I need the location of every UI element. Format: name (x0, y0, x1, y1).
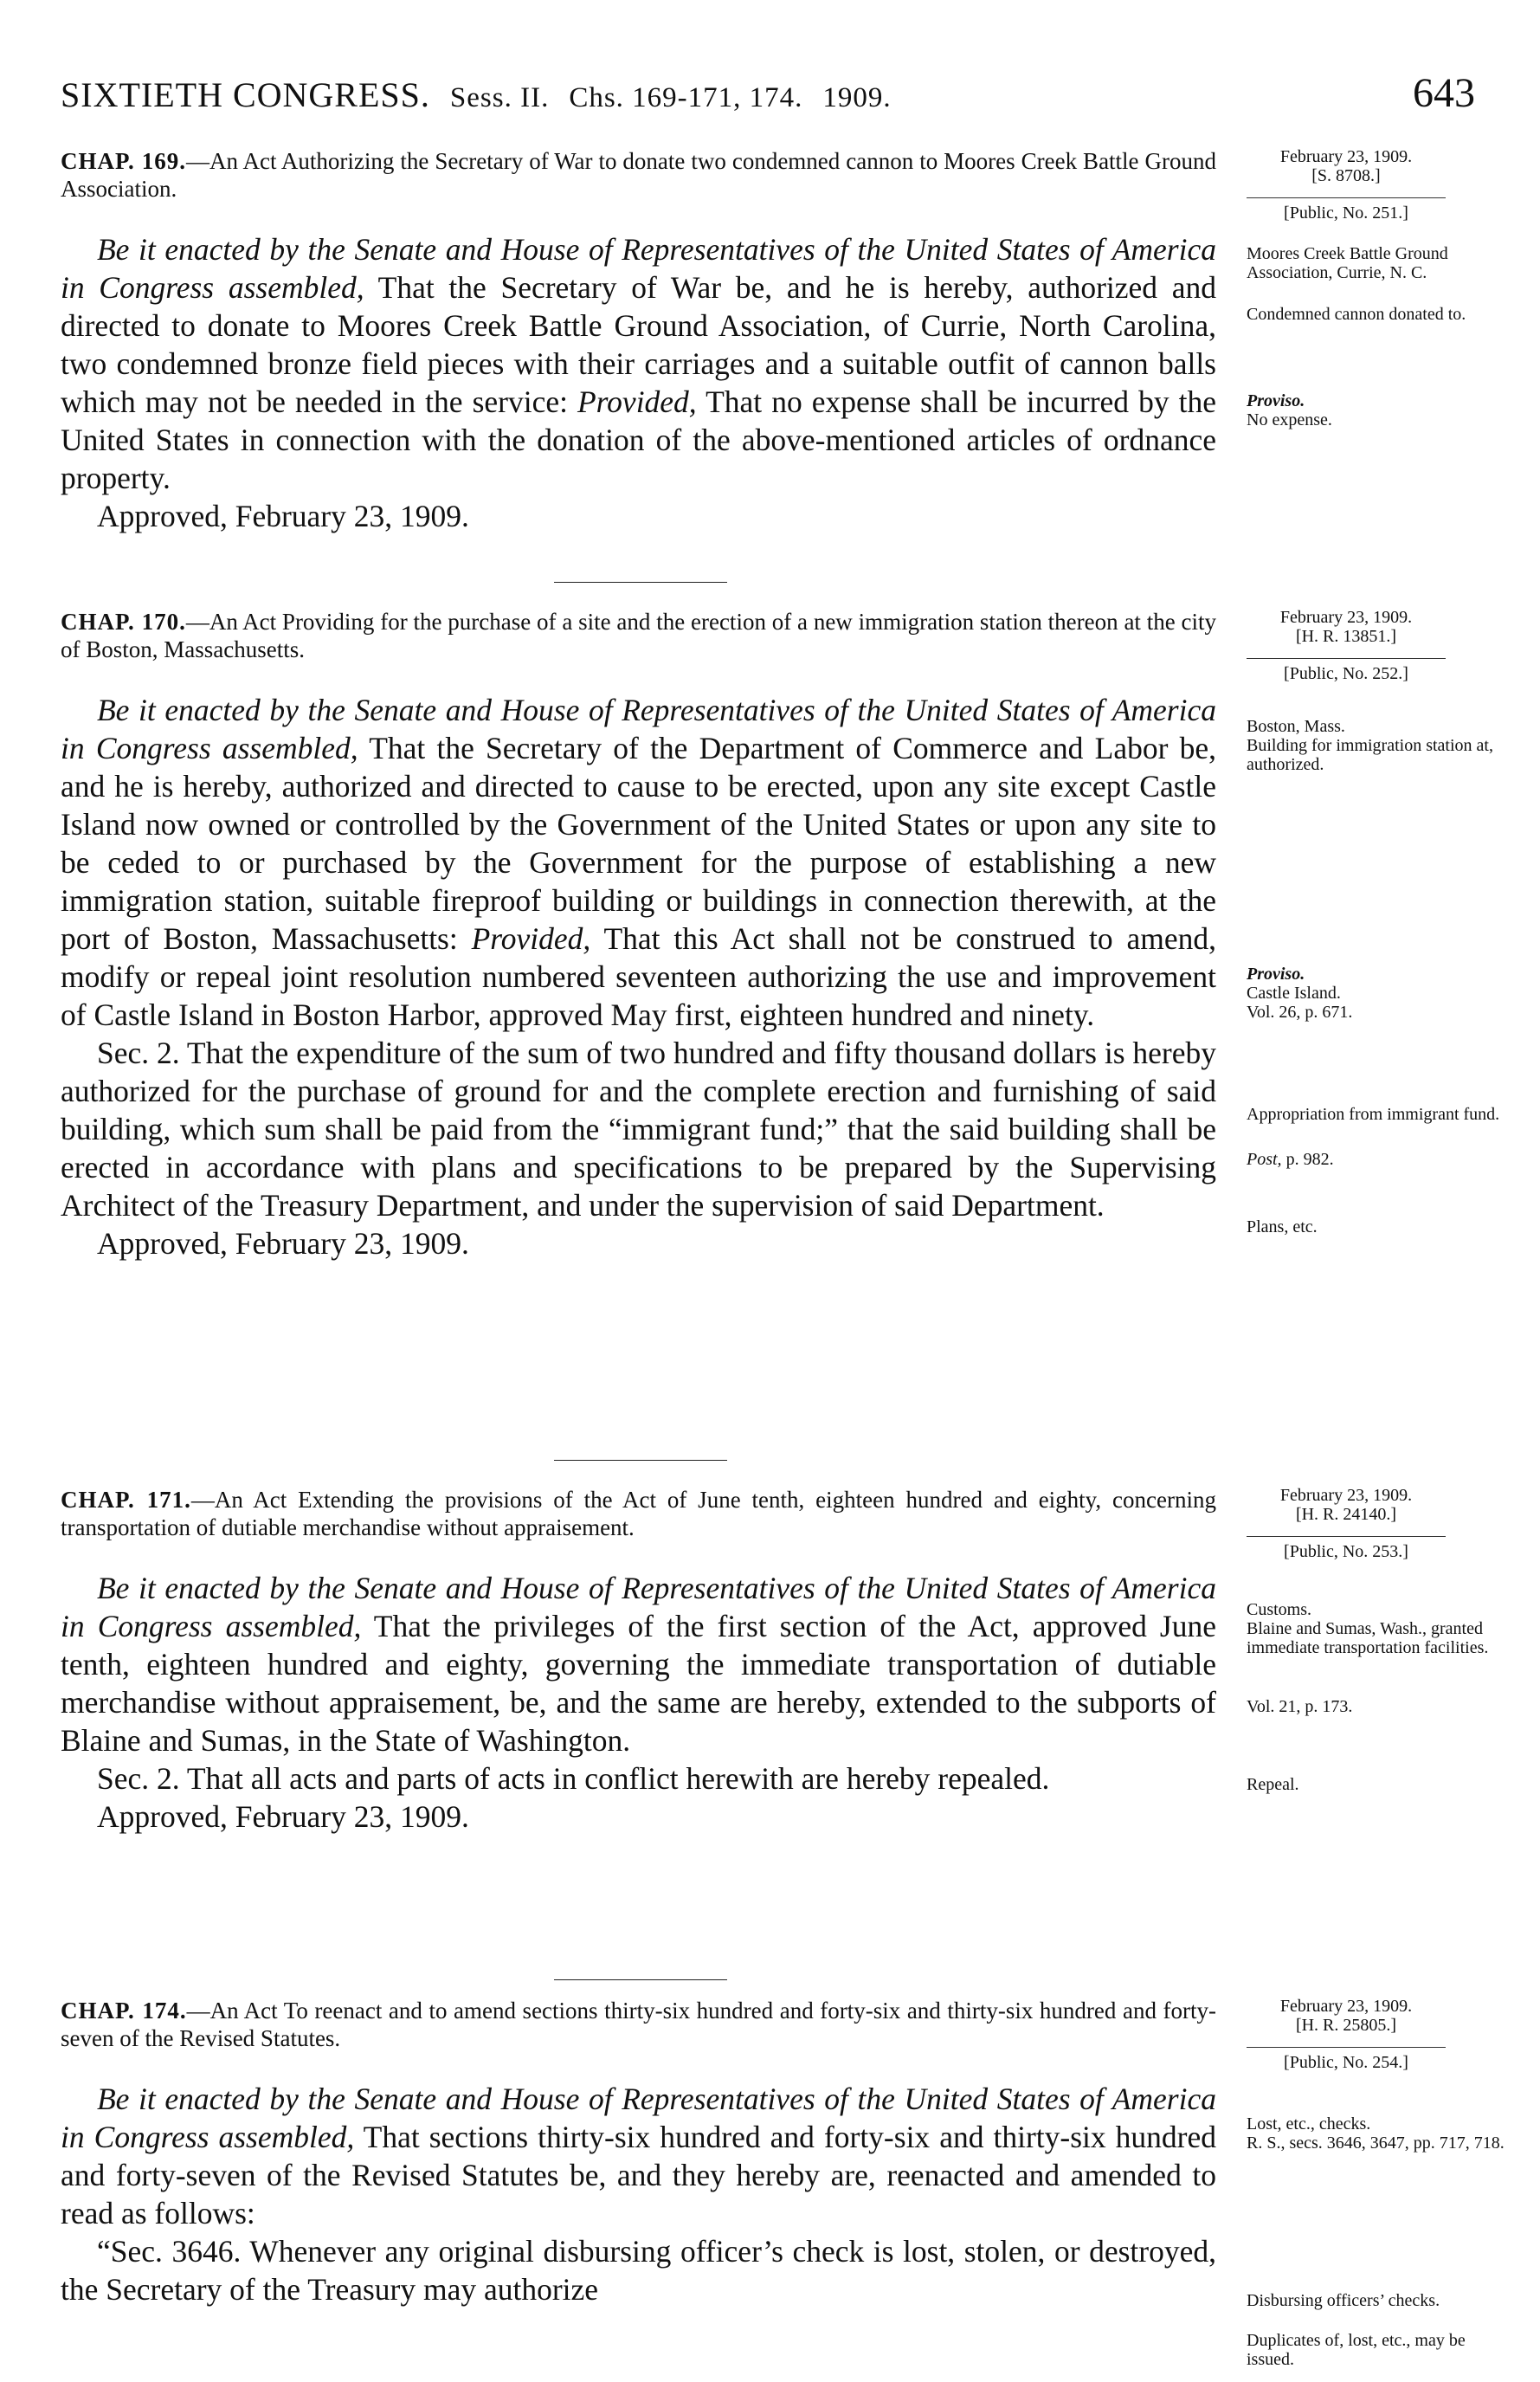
chapter-169-margin (1247, 147, 1506, 429)
chapter-169-text-2: That no expense shall be incurred by the United States in connection with the donation of the above-mentioned articles of ordnance property. (61, 384, 1216, 495)
chapter-170-body (61, 691, 1216, 1034)
side-bill: [H. R. 13851.] (1295, 627, 1397, 646)
section-divider (554, 582, 727, 583)
side-note: Building for immigration station at, authorized. (1247, 736, 1493, 774)
chapter-171-section-2: Sec. 2. That all acts and parts of acts in conflict herewith are hereby repealed. (97, 1761, 1050, 1796)
session-label: Sess. II. (449, 82, 550, 113)
chapter-169-title: —An Act Authorizing the Secretary of War to donate two condemned cannon to Moores Creek Battle Ground Association. (61, 148, 1216, 202)
enacting-clause: Be it enacted by the Senate and House of Representatives of the United States of America in Congress assembled, (61, 693, 1216, 765)
chapter-174-main (61, 1997, 1216, 2308)
page-number: 643 (1413, 70, 1475, 116)
side-public: [Public, No. 253.] (1247, 1536, 1446, 1561)
chapter-169-body (61, 230, 1216, 497)
side-note: Vol. 21, p. 173. (1247, 1697, 1353, 1716)
side-bill: [H. R. 24140.] (1295, 1505, 1397, 1524)
section-divider (554, 1460, 727, 1461)
side-note: Lost, etc., checks. (1247, 2114, 1371, 2133)
year-label: 1909. (822, 82, 892, 113)
chapter-170-number: CHAP. 170. (61, 609, 186, 635)
chapter-174-text-1: That sections thirty-six hundred and forty-six and thirty-six hundred and forty-seven of the Revised Statutes be, and they hereby are, reenacted and amended to read as follows: (61, 2120, 1216, 2230)
proviso-label: Proviso. (1247, 965, 1305, 984)
page-header (61, 69, 1480, 130)
chapter-170-text-2: That this Act shall not be construed to amend, modify or repeal joint resolution numbered seventeen authorizing the use and improvement of Castle Island in Boston Harbor, approved May first, eighteen hundred and ninety. (61, 921, 1216, 1032)
side-proviso (1247, 391, 1506, 410)
side-note: Plans, etc. (1247, 1217, 1318, 1236)
side-note: No expense. (1247, 410, 1332, 429)
chapters-label: Chs. 169-171, 174. (569, 82, 803, 113)
side-note: Vol. 26, p. 671. (1247, 1003, 1353, 1022)
side-public: [Public, No. 251.] (1247, 197, 1446, 223)
chapter-171-text-1: That the privileges of the first section of the Act, approved June tenth, eighteen hundred and eighty, governing the immediate transportation of dutiable merchandise without appraisement, be, and the same are hereby, extended to the subports of Blaine and Sumas, in the State of Washington. (61, 1609, 1216, 1758)
chapter-169-approved: Approved, February 23, 1909. (97, 499, 469, 533)
chapter-170-title: —An Act Providing for the purchase of a site and the erection of a new immigration station thereon at the city of Boston, Massachusetts. (61, 609, 1217, 662)
chapter-170-caption (61, 608, 1216, 663)
chapter-169-main (61, 147, 1216, 535)
chapter-170-text-1: That the Secretary of the Department of Commerce and Labor be, and he is hereby, authorized and directed to cause to be erected, upon any site except Castle Island now owned or controlled by the Government of the United States or upon any site to be ceded to or purchased by the Government for the purpose of establishing a new immigration station, suitable fireproof building or buildings in connection therewith, at the port of Boston, Massachusetts: (61, 731, 1216, 956)
chapter-171-body (61, 1569, 1216, 1759)
enacting-clause: Be it enacted by the Senate and House of Representatives of the United States of America in Congress assembled, (61, 1571, 1216, 1643)
running-title (61, 74, 892, 115)
chapter-174-margin (1247, 1997, 1506, 2369)
chapter-169-number: CHAP. 169. (61, 148, 186, 174)
side-note: Appropriation from immigrant fund. (1247, 1105, 1500, 1124)
chapter-174-body (61, 2080, 1216, 2232)
side-note: Blaine and Sumas, Wash., granted immediate transportation facilities. (1247, 1619, 1489, 1657)
side-note: Customs. (1247, 1600, 1312, 1619)
proviso-label: Proviso. (1247, 391, 1305, 410)
provided-word: Provided, (471, 921, 591, 956)
chapter-174-section-3646: “Sec. 3646. Whenever any original disbursing officer’s check is lost, stolen, or destroyed, the Secretary of the Treasury may authorize (61, 2234, 1216, 2307)
enacting-clause: Be it enacted by the Senate and House of Representatives of the United States of America in Congress assembled, (61, 2082, 1216, 2154)
chapter-174-caption (61, 1997, 1216, 2052)
provided-word: Provided, (577, 384, 697, 419)
post-page: p. 982. (1281, 1150, 1334, 1169)
chapter-170-approved: Approved, February 23, 1909. (97, 1226, 469, 1261)
side-date: February 23, 1909. (1279, 608, 1413, 627)
side-note: Disbursing officers’ checks. (1247, 2291, 1440, 2310)
side-note: Condemned cannon donated to. (1247, 305, 1466, 324)
side-public: [Public, No. 252.] (1247, 658, 1446, 683)
side-bill: [S. 8708.] (1311, 166, 1381, 185)
side-post (1247, 1150, 1506, 1169)
side-bill: [H. R. 25805.] (1295, 2016, 1397, 2035)
side-note: Castle Island. (1247, 984, 1341, 1003)
side-note: R. S., secs. 3646, 3647, pp. 717, 718. (1247, 2133, 1505, 2153)
side-public: [Public, No. 254.] (1247, 2047, 1446, 2072)
chapter-171-title: —An Act Extending the provisions of the Act of June tenth, eighteen hundred and eighty, concerning transportation of dutiable merchandise without appraisement. (61, 1487, 1216, 1540)
chapter-174-title: —An Act To reenact and to amend sections thirty-six hundred and forty-six and thirty-six hundred and forty-seven of the Revised Statutes. (61, 1998, 1216, 2051)
side-note: Repeal. (1247, 1775, 1299, 1794)
chapter-171-main (61, 1486, 1216, 1836)
chapter-169-caption (61, 147, 1216, 203)
side-note: Moores Creek Battle Ground Association, Currie, N. C. (1247, 244, 1448, 282)
enacting-clause: Be it enacted by the Senate and House of Representatives of the United States of America in Congress assembled, (61, 232, 1216, 305)
section-divider (554, 1979, 727, 1980)
side-date: February 23, 1909. (1279, 1486, 1413, 1505)
chapter-170-section-2: Sec. 2. That the expenditure of the sum of two hundred and fifty thousand dollars is hereby authorized for the purchase of ground for and the complete erection and furnishing of said building, which sum shall be paid from the “immigrant fund;” that the said building shall be erected in accordance with plans and specifications to be prepared by the Supervising Architect of the Treasury Department, and under the supervision of said Department. (61, 1036, 1216, 1223)
chapter-174-number: CHAP. 174. (61, 1998, 187, 2024)
congress-label: SIXTIETH CONGRESS. (61, 75, 430, 114)
chapter-171-approved: Approved, February 23, 1909. (97, 1799, 469, 1834)
chapter-169-text-1: That the Secretary of War be, and he is hereby, authorized and directed to donate to Moores Creek Battle Ground Association, of Currie, North Carolina, two condemned bronze field pieces with their carriages and a suitable outfit of cannon balls which may not be needed in the service: (61, 270, 1216, 419)
post-word: Post, (1247, 1150, 1282, 1169)
side-note: Boston, Mass. (1247, 717, 1345, 736)
side-date: February 23, 1909. (1279, 1997, 1413, 2016)
chapter-171-number: CHAP. 171. (61, 1487, 191, 1513)
chapter-170-margin (1247, 608, 1506, 1236)
side-proviso (1247, 965, 1506, 984)
side-date: February 23, 1909. (1279, 147, 1413, 166)
side-note: Duplicates of, lost, etc., may be issued. (1247, 2331, 1466, 2369)
chapter-171-margin (1247, 1486, 1506, 1794)
chapter-170-main (61, 608, 1216, 1262)
chapter-171-caption (61, 1486, 1216, 1541)
